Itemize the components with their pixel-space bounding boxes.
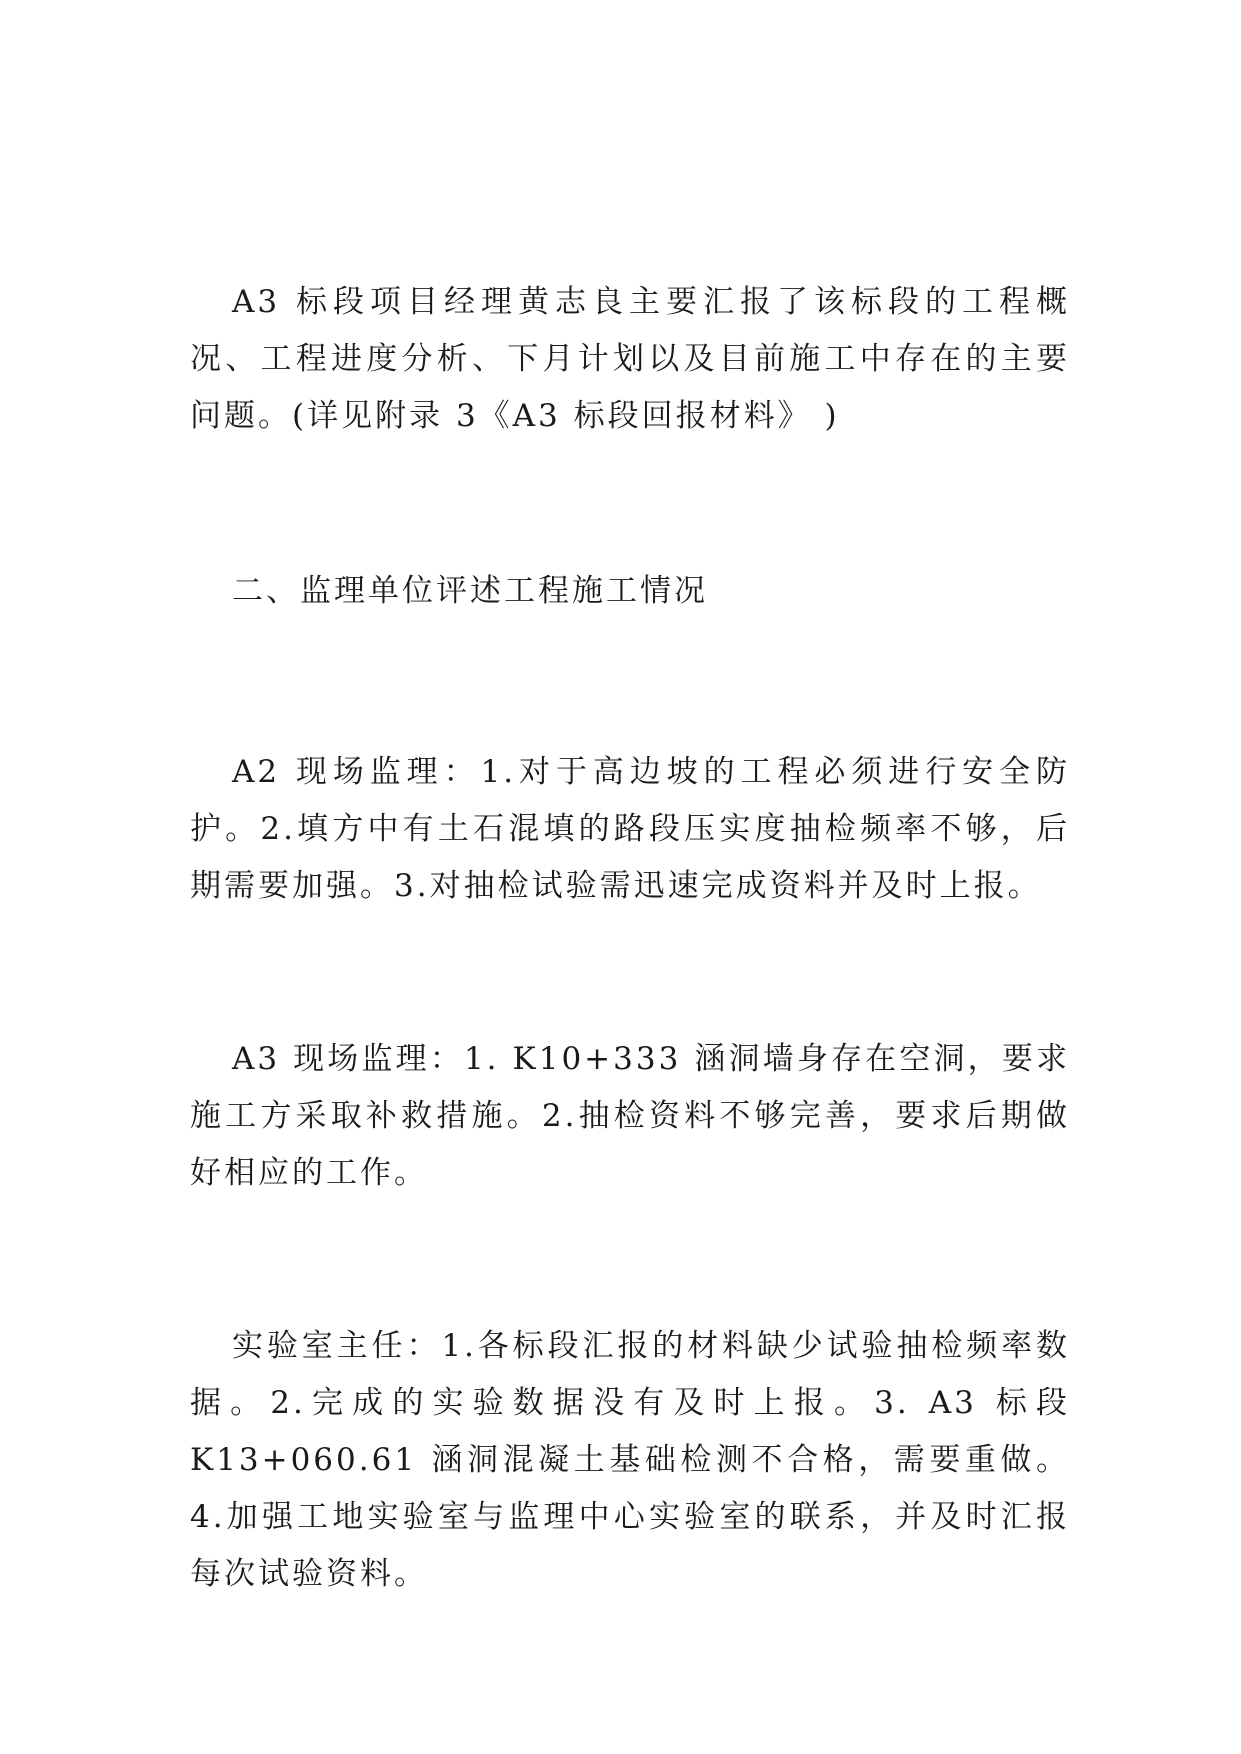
paragraph-lab-director: 实验室主任：1.各标段汇报的材料缺少试验抽检频率数据。2.完成的实验数据没有及时上报。3. A3 标段 K13+060.61 涵洞混凝土基础检测不合格，需要重做。4.加强工地实验室与监理中心实验室的联系，并及时汇报每次试验资料。 (190, 1328, 1070, 1592)
paragraph-a3-project-manager-report: A3 标段项目经理黄志良主要汇报了该标段的工程概况、工程进度分析、下月计划以及目前施工中存在的主要问题。(详见附录 3《A3 标段回报材料》 ) (190, 284, 1070, 434)
paragraph-a2-site-supervision: A2 现场监理：1.对于高边坡的工程必须进行安全防护。2.填方中有土石混填的路段压实度抽检频率不够，后期需要加强。3.对抽检试验需迅速完成资料并及时上报。 (190, 754, 1070, 904)
paragraph-a3-site-supervision: A3 现场监理：1. K10+333 涵洞墙身存在空洞，要求施工方采取补救措施。2.抽检资料不够完善，要求后期做好相应的工作。 (190, 1041, 1070, 1191)
section-heading-supervision-review: 二、监理单位评述工程施工情况 (232, 573, 708, 609)
